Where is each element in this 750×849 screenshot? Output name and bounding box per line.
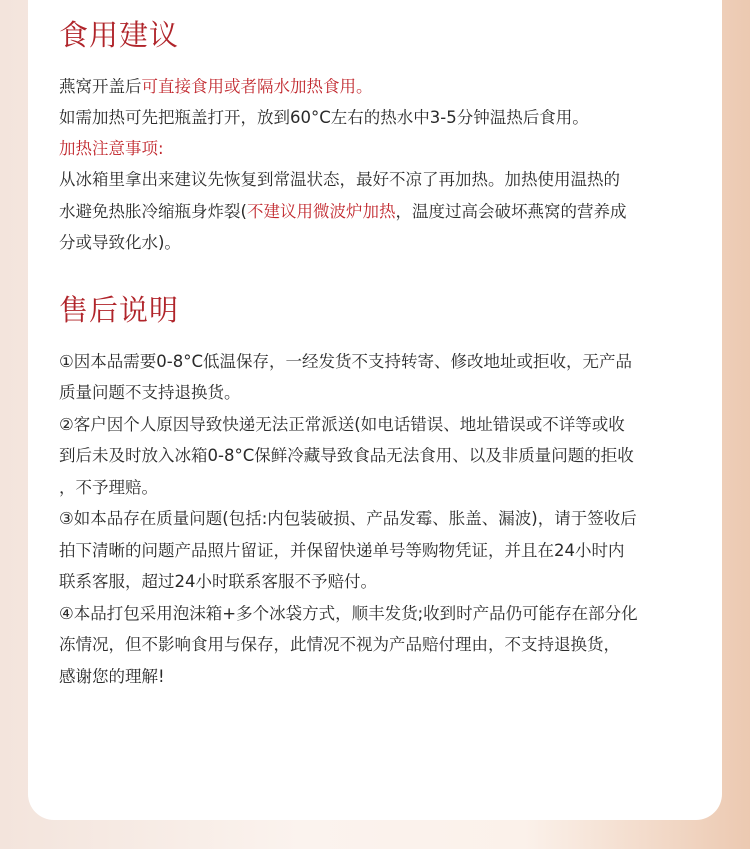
heating-notice-line-3: 分或导致化水)。	[59, 233, 181, 252]
aftersale-line-8: 联系客服，超过24小时联系客服不予赔付。	[59, 572, 377, 591]
heating-notice-line-1: 从冰箱里拿出来建议先恢复到常温状态，最好不凉了再加热。加热使用温热的	[59, 170, 620, 189]
aftersale-line-7: 拍下清晰的问题产品照片留证，并保留快递单号等购物凭证，并且在24小时内	[59, 541, 625, 560]
heating-notice-heading: 加热注意事项:	[59, 139, 164, 158]
aftersale-line-3: ②客户因个人原因导致快递无法正常派送(如电话错误、地址错误或不详等或收	[59, 415, 625, 434]
aftersale-line-10: 冻情况，但不影响食用与保存，此情况不视为产品赔付理由，不支持退换货，	[59, 635, 620, 654]
usage-line-2: 如需加热可先把瓶盖打开，放到60°C左右的热水中3-5分钟温热后食用。	[59, 108, 589, 127]
aftersale-line-11: 感谢您的理解!	[59, 667, 165, 686]
usage-line-1-highlight: 可直接食用或者隔水加热食用。	[141, 77, 373, 96]
heating-notice-line-2-suffix: ，温度过高会破坏燕窝的营养成	[395, 202, 627, 221]
heating-notice-line-2-prefix: 水避免热胀冷缩瓶身炸裂(	[59, 202, 247, 221]
aftersale-line-6: ③如本品存在质量问题(包括:内包装破损、产品发霉、胀盖、漏波)，请于签收后	[59, 509, 637, 528]
usage-line-1	[59, 71, 373, 102]
aftersale-line-4: 到后未及时放入冰箱0-8°C保鲜冷藏导致食品无法食用、以及非质量问题的拒收	[59, 446, 634, 465]
aftersale-line-1: ①因本品需要0-8°C低温保存，一经发货不支持转寄、修改地址或拒收，无产品	[59, 352, 633, 371]
aftersale-title: 售后说明	[59, 293, 180, 327]
aftersale-line-2: 质量问题不支持退换货。	[59, 383, 241, 402]
aftersale-line-5: ，不予理赔。	[59, 478, 158, 497]
microwave-warning: 不建议用微波炉加热	[246, 202, 396, 221]
heating-notice-line-2	[59, 196, 626, 227]
usage-line-1-prefix: 燕窝开盖后	[59, 77, 142, 96]
usage-title: 食用建议	[59, 18, 180, 52]
aftersale-line-9: ④本品打包采用泡沫箱+多个冰袋方式，顺丰发货;收到时产品仍可能存在部分化	[59, 604, 638, 623]
